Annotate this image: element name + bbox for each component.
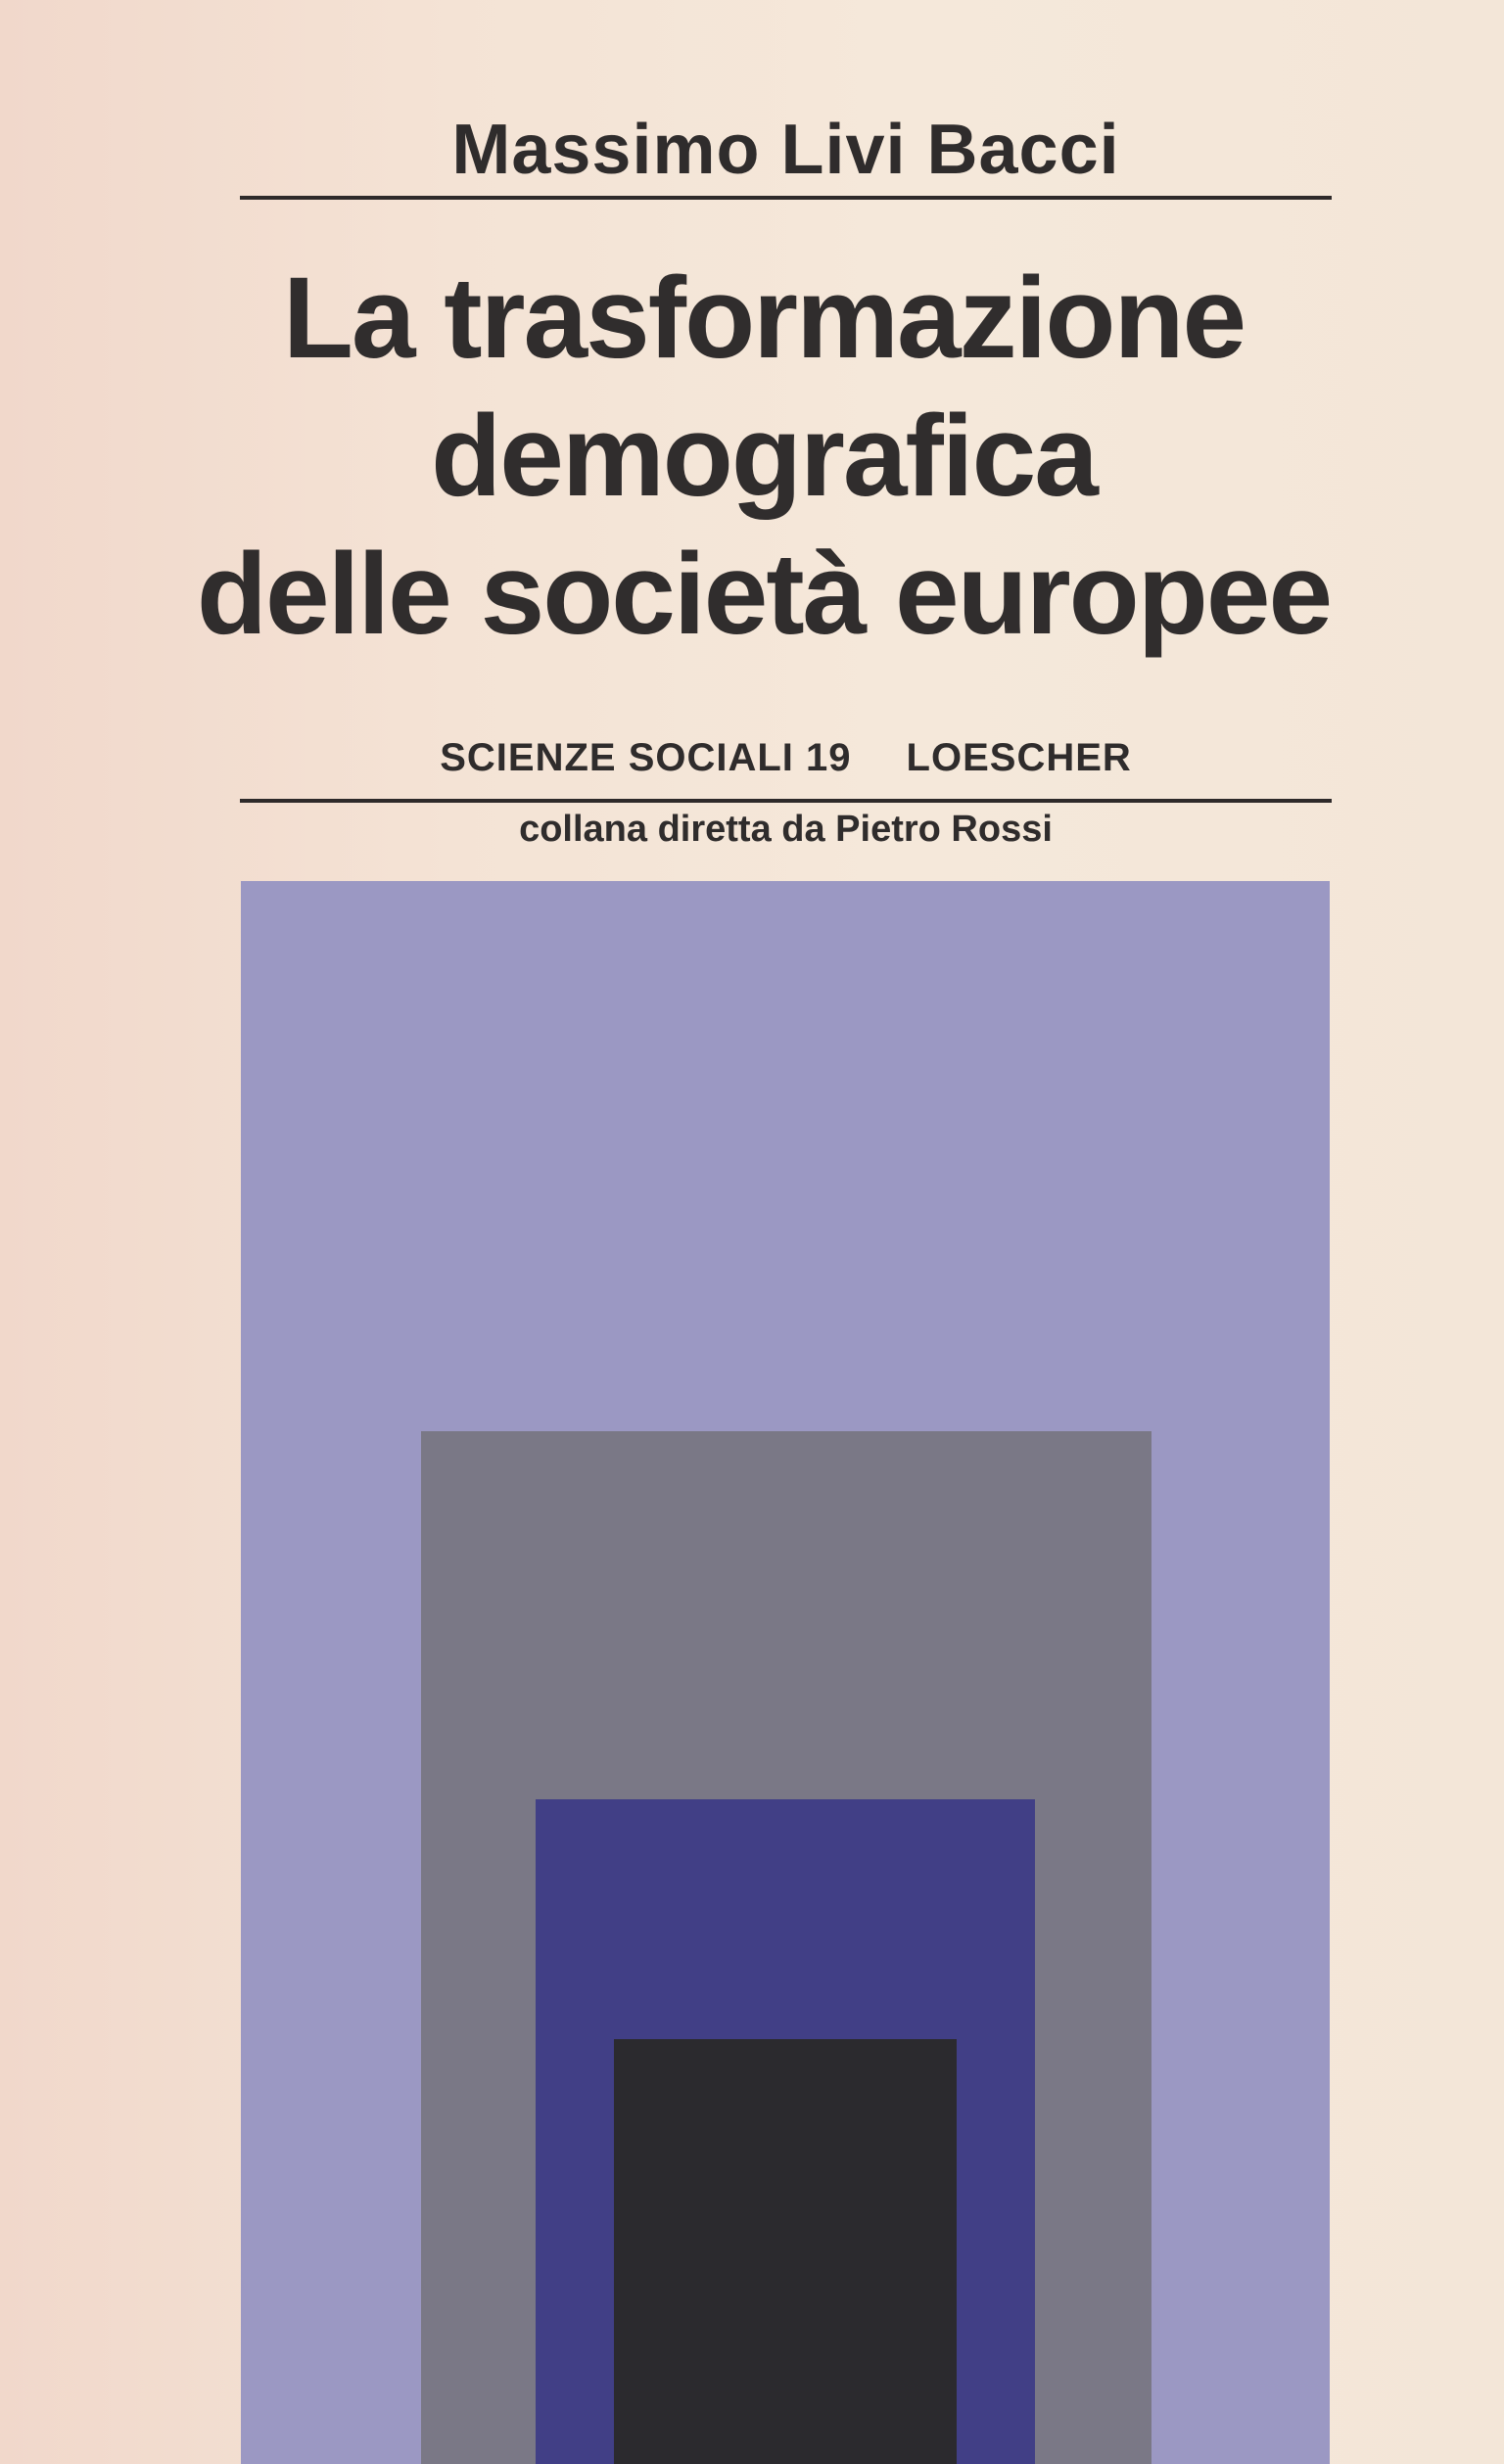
publisher-name: LOESCHER <box>906 736 1132 779</box>
top-divider <box>240 196 1332 200</box>
author-name: Massimo Livi Bacci <box>451 111 1120 189</box>
title-line-2: demografica <box>431 392 1097 521</box>
series-publisher-row <box>240 736 1332 780</box>
book-title <box>59 250 1469 664</box>
series-divider <box>240 799 1332 803</box>
cover-art-black-rectangle <box>614 2039 957 2464</box>
series-editor-note: collana diretta da Pietro Rossi <box>519 809 1053 850</box>
title-line-3: delle società europee <box>196 530 1332 659</box>
title-line-1: La trasformazione <box>282 254 1246 383</box>
series-name: SCIENZE SOCIALI 19 <box>440 736 852 779</box>
